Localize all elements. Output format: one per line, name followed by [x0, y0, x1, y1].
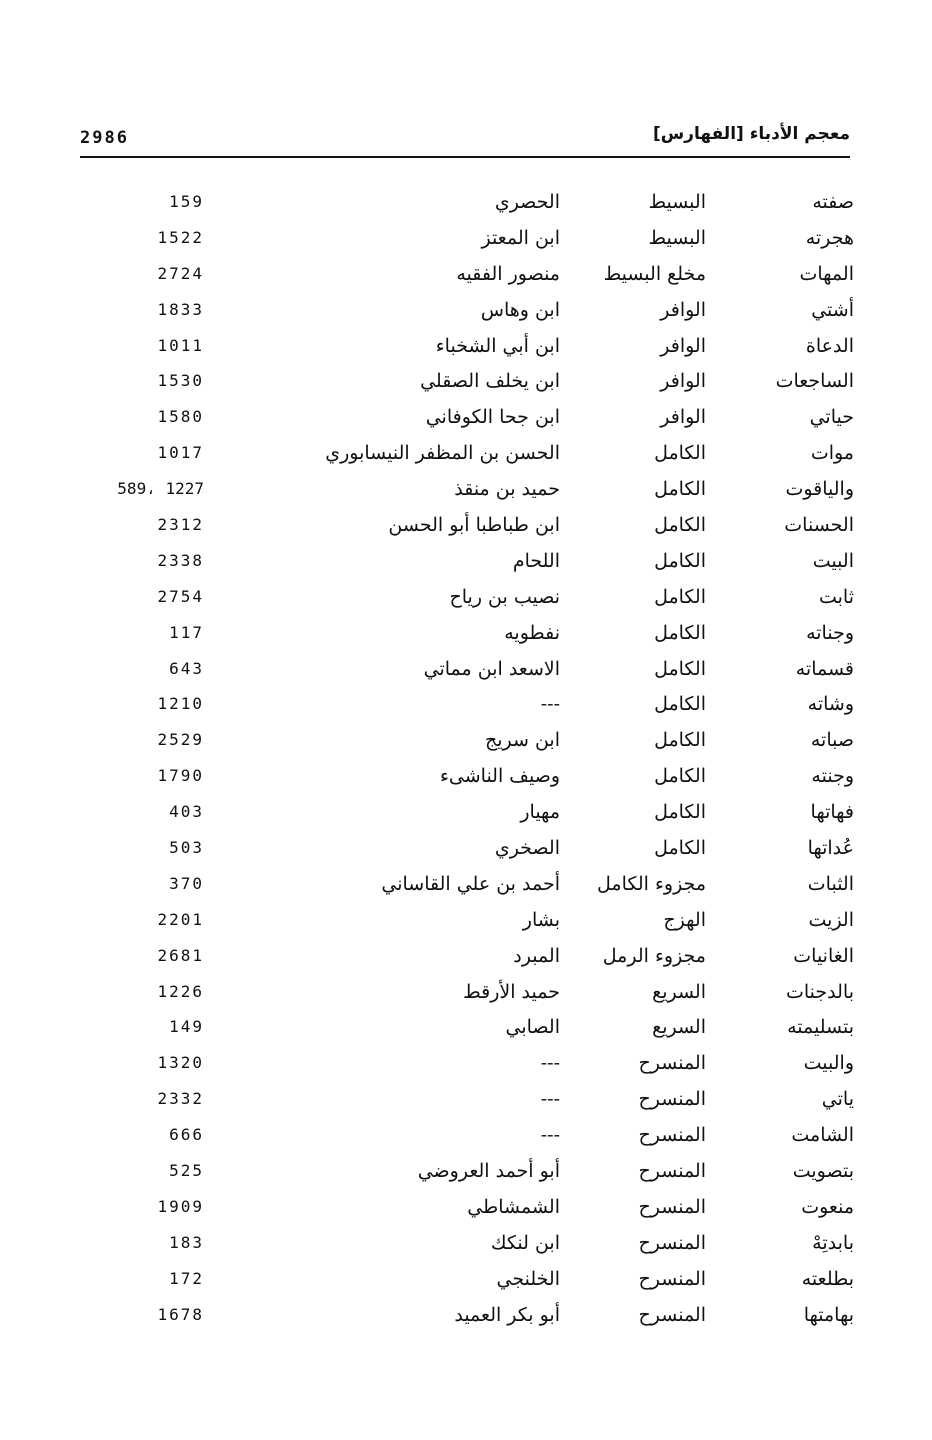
- poet-name: ابن سريج: [484, 729, 560, 752]
- poet-name: أبو بكر العميد: [454, 1303, 560, 1326]
- meter-name: الكامل: [654, 478, 706, 501]
- table-row: [0, 1297, 932, 1333]
- table-row: [0, 794, 932, 830]
- rhyme-word: والياقوت: [785, 478, 854, 501]
- meter-name: المنسرح: [638, 1052, 706, 1075]
- page-reference: 1678: [157, 1304, 204, 1324]
- rhyme-word: صفته: [812, 191, 854, 213]
- table-row: [0, 866, 932, 902]
- meter-name: الكامل: [654, 621, 706, 644]
- rhyme-word: المهات: [799, 262, 854, 285]
- page-reference: 2681: [157, 945, 204, 965]
- meter-name: الكامل: [654, 549, 706, 572]
- rhyme-word: بتصويت: [792, 1160, 854, 1183]
- table-row: [0, 830, 932, 866]
- page-reference: 117: [169, 622, 204, 642]
- poet-name: ---: [540, 1124, 560, 1147]
- rhyme-word: الحسنات: [784, 514, 854, 537]
- rhyme-word: البيت: [812, 549, 854, 572]
- poet-name: الحصري: [494, 191, 560, 213]
- meter-name: الوافر: [660, 298, 706, 321]
- poet-name: حميد بن منقذ: [454, 478, 560, 501]
- page-reference: 149: [169, 1017, 204, 1037]
- table-row: [0, 256, 932, 292]
- meter-name: المنسرح: [638, 1088, 706, 1111]
- meter-name: البسيط: [648, 226, 706, 249]
- poet-name: منصور الفقيه: [456, 262, 560, 285]
- page-reference: 1226: [157, 981, 204, 1001]
- rhyme-word: وجناته: [806, 621, 854, 644]
- rhyme-word: هجرته: [805, 226, 854, 249]
- table-row: [0, 1009, 932, 1045]
- poet-name: الشمشاطي: [467, 1195, 560, 1218]
- rhyme-word: الغانيات: [793, 944, 854, 967]
- meter-name: الوافر: [660, 334, 706, 357]
- rhyme-word: صباته: [810, 729, 854, 752]
- page-reference: 1530: [157, 371, 204, 391]
- rhyme-word: حياتي: [809, 406, 854, 429]
- table-row: [0, 974, 932, 1010]
- meter-name: الكامل: [654, 657, 706, 680]
- table-row: [0, 1153, 932, 1189]
- poet-name: ابن أبي الشخباء: [435, 334, 560, 357]
- rhyme-word: الزيت: [808, 908, 854, 931]
- poet-name: ---: [540, 693, 560, 716]
- meter-name: الكامل: [654, 801, 706, 824]
- table-row: [0, 220, 932, 256]
- meter-name: مجزوء الكامل: [597, 872, 706, 895]
- poet-name: بشار: [522, 908, 560, 931]
- table-row: [0, 507, 932, 543]
- poet-name: مهيار: [520, 801, 560, 824]
- poet-name: الصخري: [494, 837, 560, 860]
- meter-name: الوافر: [660, 406, 706, 429]
- table-row: [0, 1225, 932, 1261]
- table-row: [0, 758, 932, 794]
- rhyme-word: وشاته: [807, 693, 854, 716]
- running-title: معجم الأدباء [الفهارس]: [652, 124, 850, 144]
- meter-name: الكامل: [654, 585, 706, 608]
- page-reference: 2332: [157, 1089, 204, 1109]
- rhyme-word: الساجعات: [775, 370, 854, 393]
- poet-name: ---: [540, 1088, 560, 1111]
- meter-name: المنسرح: [638, 1303, 706, 1326]
- page-reference: 503: [169, 838, 204, 858]
- meter-name: المنسرح: [638, 1267, 706, 1290]
- page-reference: 1909: [157, 1196, 204, 1216]
- meter-name: الكامل: [654, 442, 706, 465]
- table-row: [0, 902, 932, 938]
- meter-name: الكامل: [654, 693, 706, 716]
- rhyme-word: الثبات: [807, 872, 854, 895]
- table-row: [0, 1117, 932, 1153]
- meter-name: الكامل: [654, 514, 706, 537]
- table-row: [0, 184, 932, 220]
- page-header: [80, 118, 850, 158]
- poet-name: الحسن بن المظفر النيسابوري: [325, 442, 560, 465]
- table-row: [0, 543, 932, 579]
- table-row: [0, 1081, 932, 1117]
- table-row: [0, 471, 932, 507]
- meter-name: الهزج: [663, 908, 706, 931]
- table-row: [0, 579, 932, 615]
- rhyme-word: الشامت: [791, 1124, 854, 1147]
- poet-name: حميد الأرقط: [463, 980, 560, 1003]
- page-reference: 643: [169, 658, 204, 678]
- meter-name: المنسرح: [638, 1160, 706, 1183]
- poet-name: الخلنجي: [496, 1267, 560, 1290]
- table-row: [0, 399, 932, 435]
- meter-name: البسيط: [648, 191, 706, 213]
- meter-name: مخلع البسيط: [603, 262, 706, 285]
- table-row: [0, 938, 932, 974]
- table-row: [0, 328, 932, 364]
- page-reference: 2529: [157, 730, 204, 750]
- meter-name: السريع: [652, 980, 706, 1003]
- page-reference: 172: [169, 1268, 204, 1288]
- rhyme-word: موات: [810, 442, 854, 465]
- rhyme-word: عُداتها: [807, 837, 854, 860]
- poet-name: وصيف الناشىء: [439, 765, 560, 788]
- page-reference: 403: [169, 802, 204, 822]
- table-row: [0, 615, 932, 651]
- poet-name: الصابي: [505, 1016, 560, 1039]
- meter-name: السريع: [652, 1016, 706, 1039]
- rhyme-word: أشتي: [811, 298, 854, 321]
- meter-name: المنسرح: [638, 1124, 706, 1147]
- rhyme-word: بطلعته: [801, 1267, 854, 1290]
- table-row: [0, 435, 932, 471]
- table-row: [0, 1189, 932, 1225]
- table-row: [0, 686, 932, 722]
- meter-name: الكامل: [654, 837, 706, 860]
- page-reference: 589، 1227: [117, 479, 204, 499]
- page-reference: 525: [169, 1161, 204, 1181]
- poet-name: ابن لنكك: [490, 1231, 560, 1254]
- page-reference: 2338: [157, 550, 204, 570]
- poet-name: اللحام: [512, 549, 560, 572]
- meter-name: المنسرح: [638, 1195, 706, 1218]
- table-row: [0, 722, 932, 758]
- page-reference: 2754: [157, 586, 204, 606]
- poet-name: أبو أحمد العروضي: [417, 1160, 560, 1183]
- poet-name: ابن المعتز: [481, 226, 560, 249]
- page-reference: 1011: [157, 335, 204, 355]
- page-reference: 1320: [157, 1053, 204, 1073]
- rhyme-word: بهامتها: [803, 1303, 854, 1326]
- table-row: [0, 651, 932, 687]
- rhyme-word: منعوت: [801, 1195, 854, 1218]
- rhyme-index-table: [0, 184, 932, 1333]
- page-number: 2986: [80, 128, 129, 148]
- page-reference: 1580: [157, 407, 204, 427]
- page-reference: 1790: [157, 766, 204, 786]
- page-reference: 2724: [157, 263, 204, 283]
- rhyme-word: ثابت: [818, 585, 854, 608]
- rhyme-word: بتسليمته: [787, 1016, 854, 1039]
- poet-name: المبرد: [513, 944, 560, 967]
- rhyme-word: فهاتها: [810, 801, 854, 824]
- page-reference: 183: [169, 1232, 204, 1252]
- page-reference: 666: [169, 1125, 204, 1145]
- rhyme-word: وجنته: [811, 765, 854, 788]
- poet-name: الاسعد ابن مماتي: [423, 657, 560, 680]
- poet-name: ابن جحا الكوفاني: [425, 406, 560, 429]
- table-row: [0, 363, 932, 399]
- poet-name: نفطويه: [504, 621, 560, 644]
- page-reference: 1522: [157, 227, 204, 247]
- meter-name: الوافر: [660, 370, 706, 393]
- poet-name: نصيب بن رياح: [449, 585, 560, 608]
- table-row: [0, 292, 932, 328]
- rhyme-word: الدعاة: [805, 334, 854, 357]
- rhyme-word: بابدتِهْ: [812, 1231, 854, 1254]
- poet-name: ابن طباطبا أبو الحسن: [388, 514, 560, 537]
- page-reference: 1833: [157, 299, 204, 319]
- page-reference: 1210: [157, 694, 204, 714]
- page-reference: 2312: [157, 515, 204, 535]
- page-reference: 370: [169, 873, 204, 893]
- poet-name: ابن يخلف الصقلي: [420, 370, 560, 393]
- meter-name: الكامل: [654, 729, 706, 752]
- meter-name: المنسرح: [638, 1231, 706, 1254]
- rhyme-word: بالدجنات: [786, 980, 854, 1003]
- poet-name: أحمد بن علي القاساني: [381, 872, 560, 895]
- poet-name: ---: [540, 1052, 560, 1075]
- page-reference: 1017: [157, 443, 204, 463]
- page-reference: 2201: [157, 909, 204, 929]
- page-reference: 159: [169, 192, 204, 211]
- rhyme-word: والبيت: [803, 1052, 854, 1075]
- table-row: [0, 1261, 932, 1297]
- rhyme-word: ياتي: [821, 1088, 854, 1111]
- meter-name: مجزوء الرمل: [602, 944, 706, 967]
- table-row: [0, 1045, 932, 1081]
- meter-name: الكامل: [654, 765, 706, 788]
- rhyme-word: قسماته: [795, 657, 854, 680]
- poet-name: ابن وهاس: [480, 298, 560, 321]
